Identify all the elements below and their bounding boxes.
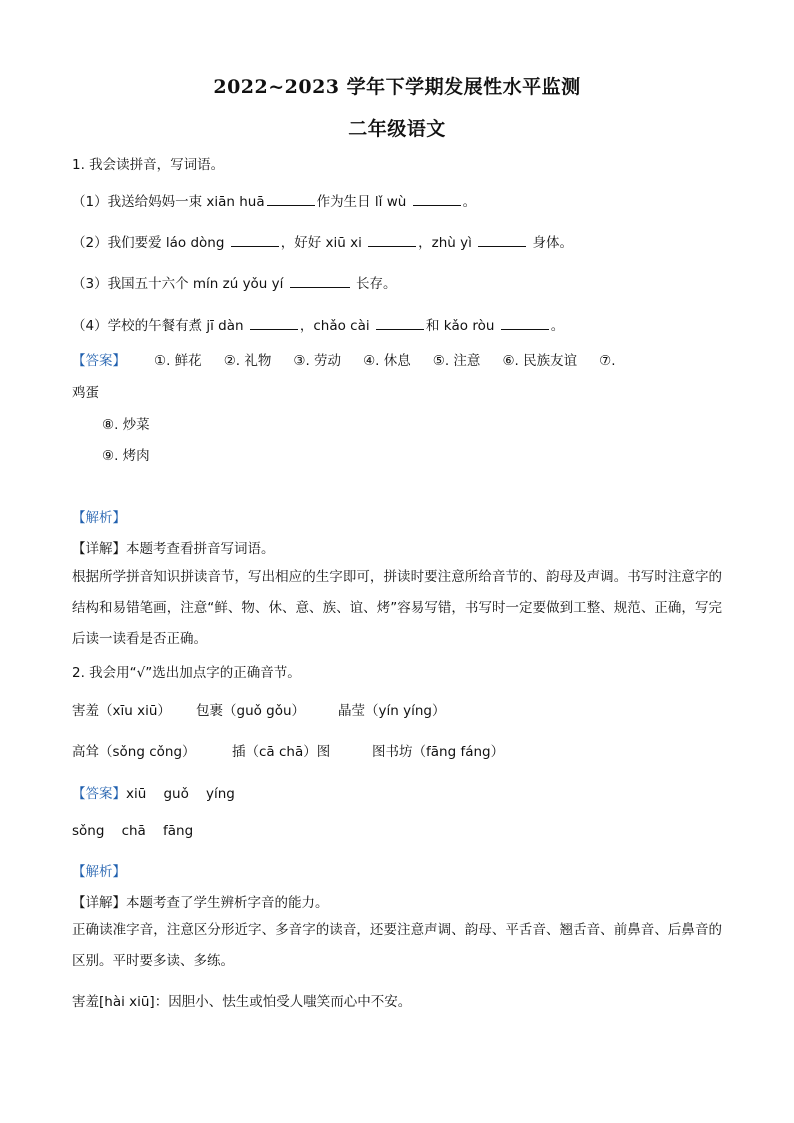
- q1-answer-6: ⑥. 民族友谊: [502, 353, 578, 369]
- q1-line-1: [72, 190, 476, 210]
- answer-blank: [368, 234, 416, 247]
- q1-line-4-text-d: 。: [550, 318, 565, 334]
- q1-explanation: 根据所学拼音知识拼读音节，写出相应的生字即可，拼读时要注意所给音节的、韵母及声调。书写时注意字的结构和易错笔画，注意“鲜、物、休、意、族、谊、烤”容易写错，书写时一定要做到工整、规范、正确，写完后读一读看是否正确。: [72, 569, 722, 647]
- q1-line-2-text-d: 身体。: [532, 235, 573, 251]
- q2-analysis-label: 【解析】: [72, 864, 126, 880]
- q2-answer-values-2: sǒng chā fāng: [72, 823, 194, 839]
- q1-answer-wrap: 鸡蛋: [72, 385, 99, 401]
- q1-answer-9: ⑨. 烤肉: [102, 448, 150, 464]
- q1-line-3: [72, 272, 397, 292]
- answer-blank: [231, 234, 279, 247]
- answer-blank: [376, 317, 424, 330]
- q1-line-2-text-a: （2）我们要爱 láo dòng: [72, 235, 225, 251]
- q1-answer-line: [72, 349, 722, 369]
- q2-answer-values-1: xiū guǒ yíng: [126, 786, 235, 802]
- q1-answer-2: ②. 礼物: [223, 353, 272, 369]
- q1-line-4: [72, 314, 564, 334]
- q2-item-5: 插（cā chā）图: [232, 744, 331, 760]
- q1-answer-3: ③. 劳动: [293, 353, 342, 369]
- q1-line-1-text-b: 作为生日 lǐ wù: [316, 194, 407, 210]
- q1-answer-8: ⑧. 炒菜: [102, 417, 150, 433]
- q2-row-1: [72, 699, 445, 719]
- q1-line-4-text-b: ，chǎo cài: [299, 318, 370, 334]
- document-subtitle: 二年级语文: [348, 118, 446, 140]
- q1-line-1-text-c: 。: [462, 194, 477, 210]
- q1-answer-1: ①. 鲜花: [154, 353, 202, 369]
- q2-item-1: 害羞（xīu xiū）: [72, 703, 171, 719]
- q2-stem: 2. 我会用“√”选出加点字的正确音节。: [72, 665, 301, 681]
- answer-blank: [250, 317, 298, 330]
- q2-definition: 害羞[hài xiū]：因胆小、怯生或怕受人嗤笑而心中不安。: [72, 994, 412, 1010]
- q1-line-2: [72, 231, 573, 251]
- q2-answer-label: 【答案】: [72, 786, 126, 802]
- answer-blank: [478, 234, 526, 247]
- answer-blank: [267, 193, 315, 206]
- q1-answer-5: ⑤. 注意: [432, 353, 481, 369]
- q1-line-4-text-c: 和 kǎo ròu: [425, 318, 495, 334]
- answer-blank: [290, 275, 350, 288]
- q2-item-2: 包裹（guǒ gǒu）: [196, 703, 306, 719]
- q1-line-2-text-c: ，zhù yì: [418, 235, 472, 251]
- q1-stem: 1. 我会读拼音，写词语。: [72, 157, 225, 173]
- q1-line-1-text-a: （1）我送给妈妈一束 xiān huā: [72, 194, 265, 210]
- q1-analysis-label: 【解析】: [72, 510, 126, 526]
- q1-line-2-text-b: ，好好 xiū xi: [280, 235, 362, 251]
- q2-explanation: 正确读准字音，注意区分形近字、多音字的读音，还要注意声调、韵母、平舌音、翘舌音、前鼻音、后鼻音的区别。平时要多读、多练。: [72, 922, 722, 969]
- q2-item-6: 图书坊（fāng fáng）: [372, 744, 505, 760]
- q2-item-3: 晶莹（yín yíng）: [338, 703, 446, 719]
- q1-line-4-text-a: （4）学校的午餐有煮 jī dàn: [72, 318, 244, 334]
- q2-row-2: [72, 740, 504, 760]
- q2-item-4: 高耸（sǒng cǒng）: [72, 744, 196, 760]
- answer-blank: [413, 193, 461, 206]
- q1-answer-label: 【答案】: [72, 353, 126, 369]
- q1-answer-7: ⑦.: [599, 353, 616, 369]
- q1-detail: 【详解】本题考查看拼音写词语。: [72, 541, 275, 557]
- q2-detail: 【详解】本题考查了学生辨析字音的能力。: [72, 895, 329, 911]
- answer-blank: [501, 317, 549, 330]
- q1-line-3-text-a: （3）我国五十六个 mín zú yǒu yí: [72, 276, 284, 292]
- q1-answer-4: ④. 休息: [363, 353, 411, 369]
- q1-line-3-text-b: 长存。: [356, 276, 397, 292]
- document-title: 2022~2023 学年下学期发展性水平监测: [213, 76, 581, 98]
- q2-answer-line: [72, 782, 235, 802]
